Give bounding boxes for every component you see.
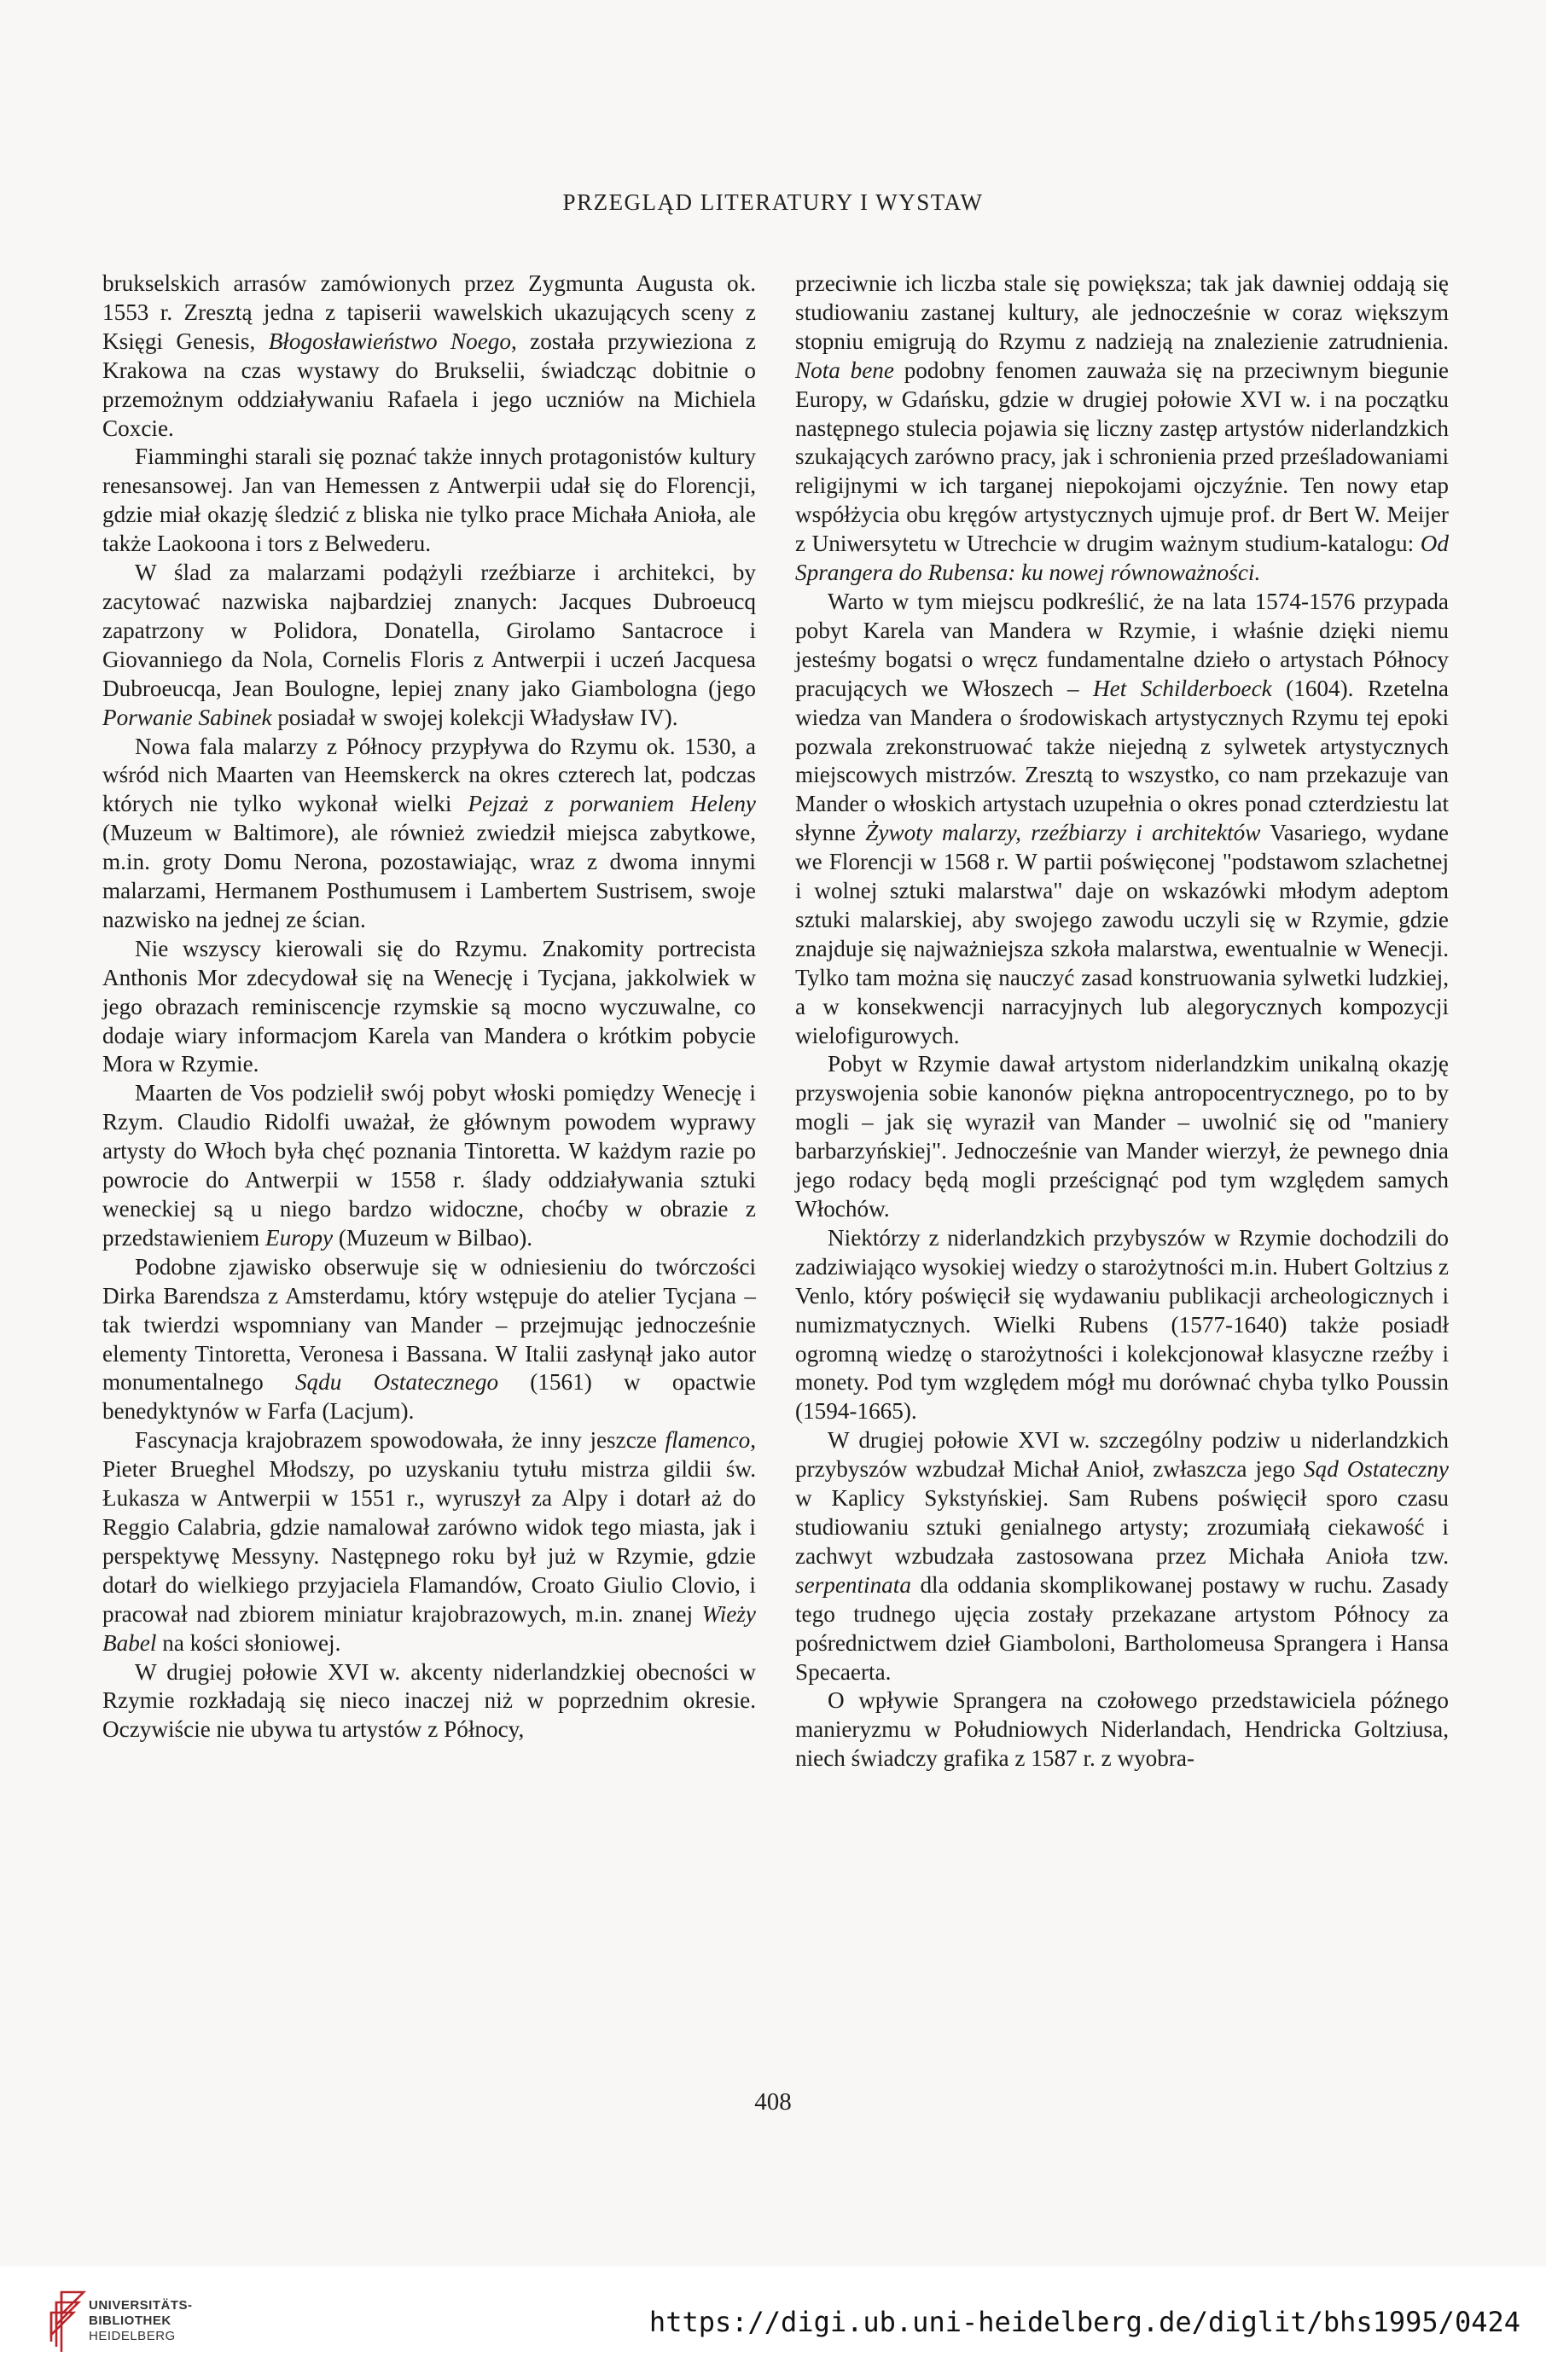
footer-bar: [0, 2267, 1546, 2380]
paragraph: Pobyt w Rzymie dawał artystom niderlandzkim unikalną okazję przyswojenia sobie kanonów piękna antropocentrycznego, po to by mogli – jak się wyraził van Mander – uwolnić się od "maniery barbarzyńskiej". Jednocześnie van Mander wierzył, że pewnego dnia jego rodacy będą mogli prześcignąć pod tym względem samych Włochów.: [795, 1051, 1449, 1222]
running-header: PRZEGLĄD LITERATURY I WYSTAW: [562, 189, 984, 215]
library-name-line-3: HEIDELBERG: [89, 2329, 176, 2343]
left-column: [102, 270, 756, 1744]
paragraph: W ślad za malarzami podążyli rzeźbiarze i architekci, by zacytować nazwiska najbardziej znanych: Jacques Dubroeucq zapatrzony w Polidora, Donatella, Girolamo Santacroce i Giovanniego da Nola, Cornelis Floris z Antwerpii i uczeń Jacquesa Dubroeucqa, Jean Boulogne, lepiej znany jako Giambologna (jego Porwanie Sabinek posiadał w swojej kolekcji Władysław IV).: [102, 560, 756, 730]
library-name-line-2: BIBLIOTHEK: [89, 2313, 171, 2328]
library-name-line-1: UNIVERSITÄTS-: [89, 2298, 193, 2313]
permalink-url[interactable]: https://digi.ub.uni-heidelberg.de/diglit/bhs1995/0424: [648, 2306, 1520, 2338]
paragraph: Fascynacja krajobrazem spowodowała, że inny jeszcze flamenco, Pieter Brueghel Młodszy, po uzyskaniu tytułu mistrza gildii św. Łukasza w Antwerpii w 1551 r., wyruszył za Alpy i dotarł aż do Reggio Calabria, gdzie namalował zarówno widok tego miasta, jak i perspektywę Messyny. Następnego roku był już w Rzymie, gdzie dotarł do wielkiego przyjaciela Flamandów, Croato Giulio Clovio, i pracował nad zbiorem miniatur krajobrazowych, m.in. znanej Wieży Babel na kości słoniowej.: [102, 1427, 756, 1656]
ub-heidelberg-logo-icon: [44, 2284, 89, 2357]
paragraph: Warto w tym miejscu podkreślić, że na lata 1574-1576 przypada pobyt Karela van Mandera w Rzymie, i właśnie dzięki niemu jesteśmy bogatsi o wręcz fundamentalne dzieło o artystach Północy pracujących we Włoszech – Het Schilderboeck (1604). Rzetelna wiedza van Mandera o środowiskach artystycznych Rzymu tej epoki pozwala zrekonstruować także niejedną z sylwetek artystycznych miejscowych mistrzów. Zresztą to wszystko, co nam przekazuje van Mander o włoskich artystach uzupełnia o okres ponad czterdziestu lat słynne Żywoty malarzy, rzeźbiarzy i architektów Vasariego, wydane we Florencji w 1568 r. W partii poświęconej "podstawom szlachetnej i wolnej sztuki malarstwa" daje on wskazówki młodym adeptom sztuki malarskiej, aby swojego zawodu uczyli się w Rzymie, gdzie znajduje się najważniejsza szkoła malarstwa, ewentualnie w Wenecji. Tylko tam można się nauczyć zasad konstruowania sylwetki ludzkiej, a w konsekwencji narracyjnych lub alegorycznych kompozycji wielofigurowych.: [795, 588, 1449, 1048]
paragraph: W drugiej połowie XVI w. szczególny podziw u niderlandzkich przybyszów wzbudzał Michał Anioł, zwłaszcza jego Sąd Ostateczny w Kaplicy Sykstyńskiej. Sam Rubens poświęcił sporo czasu studiowaniu sztuki genialnego artysty; zrozumiałą ciekawość i zachwyt wzbudzała zastosowana przez Michała Anioła tzw. serpentinata dla oddania skomplikowanej postawy w ruchu. Zasady tego trudnego ujęcia zostały przekazane artystom Północy za pośrednictwem dzieł Giamboloni, Bartholomeusa Sprangera i Hansa Specaerta.: [795, 1427, 1449, 1685]
right-column: [795, 270, 1449, 1773]
paragraph: O wpływie Sprangera na czołowego przedstawiciela późnego manieryzmu w Południowych Niderlandach, Hendricka Goltziusa, niech świadczy grafika z 1587 r. z wyobra-: [795, 1687, 1449, 1772]
paragraph: Fiamminghi starali się poznać także innych protagonistów kultury renesansowej. Jan van Hemessen z Antwerpii udał się do Florencji, gdzie miał okazję śledzić z bliska nie tylko prace Michała Anioła, ale także Laokoona i tors z Belwederu.: [102, 444, 756, 557]
paragraph: Niektórzy z niderlandzkich przybyszów w Rzymie dochodzili do zadziwiająco wysokiej wiedzy o starożytności m.in. Hubert Goltzius z Venlo, który poświęcił się wydawaniu publikacji archeologicznych i numizmatycznych. Wielki Rubens (1577-1640) także posiadł ogromną wiedzę o starożytności i kolekcjonował klasyczne rzeźby i monety. Pod tym względem mógł mu dorównać chyba tylko Poussin (1594-1665).: [795, 1224, 1449, 1425]
paragraph: Maarten de Vos podzielił swój pobyt włoski pomiędzy Wenecję i Rzym. Claudio Ridolfi uważał, że głównym powodem wyprawy artysty do Włoch była chęć poznania Tintoretta. W każdym razie po powrocie do Antwerpii w 1558 r. ślady oddziaływania sztuki weneckiej są u niego bardzo widoczne, choćby w obrazie z przedstawieniem Europy (Muzeum w Bilbao).: [102, 1080, 756, 1251]
page-number: 408: [754, 2088, 792, 2116]
paragraph: Nowa fala malarzy z Północy przypływa do Rzymu ok. 1530, a wśród nich Maarten van Heemskerck na okres czterech lat, podczas których nie tylko wykonał wielki Pejzaż z porwaniem Heleny (Muzeum w Baltimore), ale również zwiedził miejsca zabytkowe, m.in. groty Domu Nerona, pozostawiając, wraz z dwoma innymi malarzami, Hermanem Posthumusem i Lambertem Sustrisem, swoje nazwisko na jednej ze ścian.: [102, 733, 756, 932]
library-name: [89, 2298, 193, 2344]
paragraph: przeciwnie ich liczba stale się powiększa; tak jak dawniej oddają się studiowaniu zastanej kultury, ale jednocześnie w coraz większym stopniu emigrują do Rzymu z nadzieją na znalezienie zatrudnienia. Nota bene podobny fenomen zauważa się na przeciwnym biegunie Europy, w Gdańsku, gdzie w drugiej połowie XVI w. i na początku następnego stulecia pojawia się liczny zastęp artystów niderlandzkich szukających zarówno pracy, jak i schronienia przed prześladowaniami religijnymi w ich targanej niepokojami ojczyźnie. Ten nowy etap współżycia obu kręgów artystycznych ujmuje prof. dr Bert W. Meijer z Uniwersytetu w Utrechcie w drugim ważnym studium-katalogu: Od Sprangera do Rubensa: ku nowej równoważności.: [795, 270, 1449, 586]
paragraph: Nie wszyscy kierowali się do Rzymu. Znakomity portrecista Anthonis Mor zdecydował się na Wenecję i Tycjana, jakkolwiek w jego obrazach reminiscencje rzymskie są mocno wyczuwalne, co dodaje wiary informacjom Karela van Mandera o krótkim pobycie Mora w Rzymie.: [102, 935, 756, 1077]
paragraph: brukselskich arrasów zamówionych przez Zygmunta Augusta ok. 1553 r. Zresztą jedna z tapiserii wawelskich ukazujących sceny z Księgi Genesis, Błogosławieństwo Noego, została przywieziona z Krakowa na czas wystawy do Brukselii, świadcząc dobitnie o przemożnym oddziaływaniu Rafaela i jego uczniów na Michiela Coxcie.: [102, 270, 756, 441]
paragraph: Podobne zjawisko obserwuje się w odniesieniu do twórczości Dirka Barendsza z Amsterdamu, który wstępuje do atelier Tycjana – tak twierdzi wspomniany van Mander – przejmując jednocześnie elementy Tintoretta, Veronesa i Bassana. W Italii zasłynął jako autor monumentalnego Sądu Ostatecznego (1561) w opactwie benedyktynów w Farfa (Lacjum).: [102, 1253, 756, 1425]
paragraph: W drugiej połowie XVI w. akcenty niderlandzkiej obecności w Rzymie rozkładają się nieco inaczej niż w poprzednim okresie. Oczywiście nie ubywa tu artystów z Północy,: [102, 1658, 756, 1743]
